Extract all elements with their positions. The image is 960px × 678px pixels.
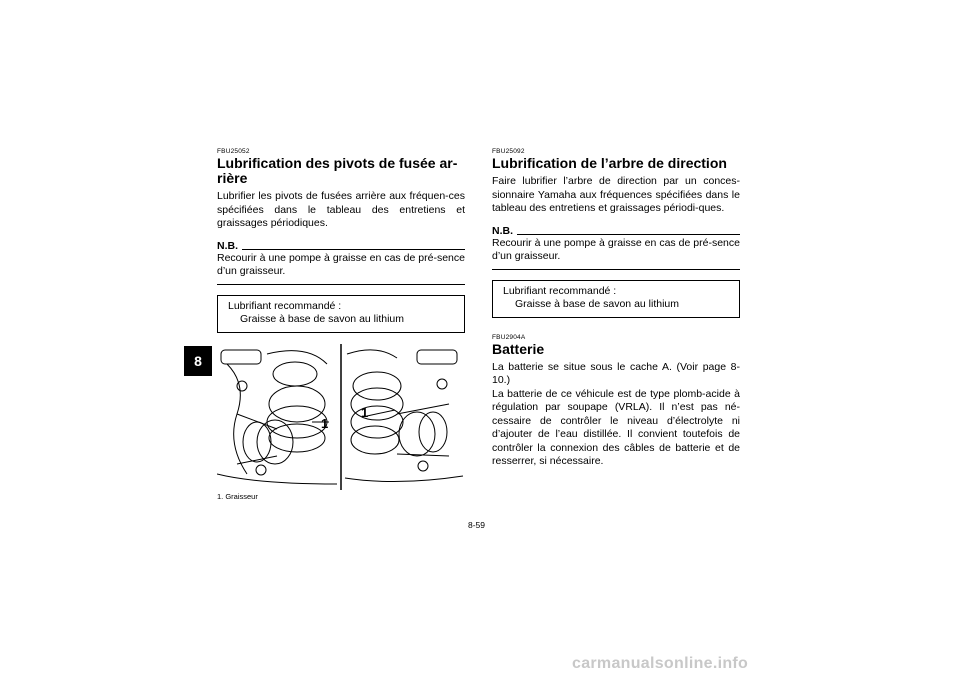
figure-caption: 1. Graisseur [217,491,258,501]
section-code: FBU25052 [217,148,250,155]
note-block [492,225,740,270]
left-column [217,148,465,501]
section-title: Lubrification des pivots de fusée ar-rière [217,155,458,186]
section-body: La batterie de ce véhicule est de type plomb-acide à régulation par soupape (VRLA). Il n’est pas né-cessaire de contrôler le niveau d’électrolyte ni d’ajouter de l’eau distillée. Il convient toutefois de contrôler la connexion des câbles de batterie et de resserrer, si nécessaire. [492,387,740,467]
section-title: Lubrification de l’arbre de direction [492,155,727,171]
grease-fitting-illustration [217,344,465,490]
section-code: FBU25092 [492,148,525,155]
note-label: N.B. [217,239,238,252]
lubricant-value: Graisse à base de savon au lithium [515,298,680,310]
right-column [492,148,740,469]
note-text: Recourir à une pompe à graisse en cas de pré-sence d’un graisseur. [492,236,740,262]
lubricant-label: Lubrifiant recommandé : [228,299,342,312]
callout-1-right: 1 [361,404,369,420]
note-block [217,240,465,285]
lubricant-box [492,280,740,318]
lubricant-value: Graisse à base de savon au lithium [240,313,405,325]
watermark: carmanualsonline.info [572,655,749,672]
section-code: FBU2904A [492,333,526,341]
section-title: Batterie [492,340,545,357]
lubricant-label: Lubrifiant recommandé : [503,284,617,297]
lubricant-box [217,295,465,333]
note-label: N.B. [492,224,513,237]
callout-1-left: 1 [321,415,329,431]
section-body: Faire lubrifier l’arbre de direction par un conces-sionnaire Yamaha aux fréquences spécifiées dans le tableau des entretiens et graissages périodi-ques. [492,175,740,214]
page-number: 8-59 [468,520,486,530]
section-body: Lubrifier les pivots de fusées arrière aux fréquen-ces spécifiées dans le tableau des entretiens et graissages périodiques. [217,190,465,229]
note-text: Recourir à une pompe à graisse en cas de pré-sence d’un graisseur. [217,251,465,277]
section-body: La batterie se situe sous le cache A. (Voir page 8-10.) [492,360,740,386]
chapter-tab: 8 [184,346,212,376]
